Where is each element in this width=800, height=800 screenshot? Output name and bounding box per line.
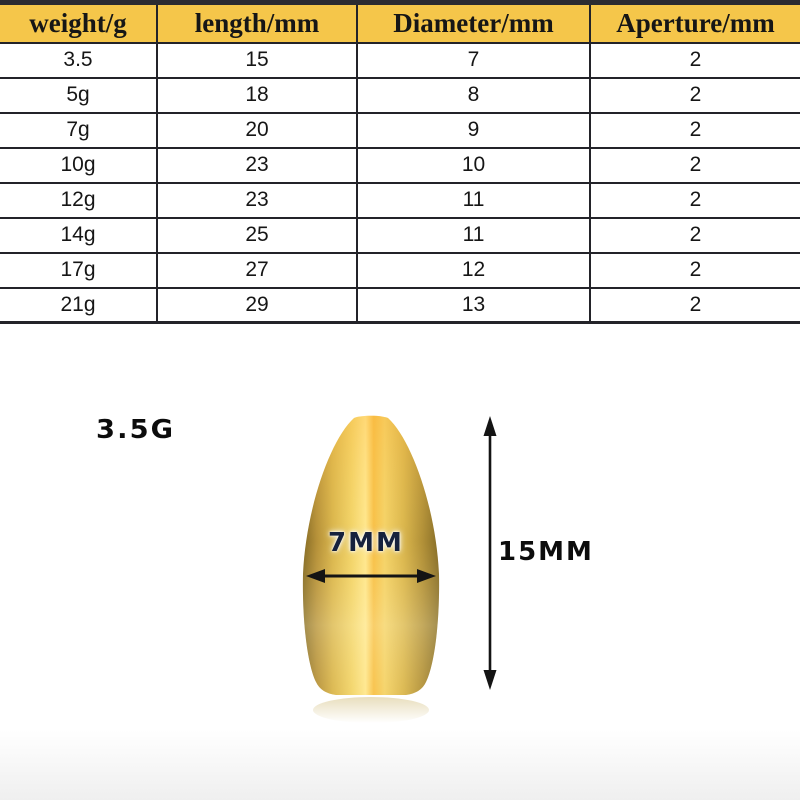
spec-table-header xyxy=(0,3,800,43)
table-row xyxy=(0,148,800,183)
header-diameter: Diameter/mm xyxy=(357,3,590,43)
cell-length: 20 xyxy=(157,113,357,148)
cell-aperture: 2 xyxy=(590,288,800,323)
cell-diameter: 13 xyxy=(357,288,590,323)
cell-length: 27 xyxy=(157,253,357,288)
header-row xyxy=(0,3,800,43)
cell-weight: 14g xyxy=(0,218,157,253)
cell-diameter: 11 xyxy=(357,218,590,253)
header-weight: weight/g xyxy=(0,3,157,43)
header-length: length/mm xyxy=(157,3,357,43)
cell-length: 25 xyxy=(157,218,357,253)
table-row xyxy=(0,253,800,288)
cell-aperture: 2 xyxy=(590,78,800,113)
figure-weight-label: 3.5G xyxy=(96,415,176,445)
spec-table xyxy=(0,0,800,324)
bullet-weight-image xyxy=(298,414,444,726)
cell-diameter: 10 xyxy=(357,148,590,183)
cell-weight: 3.5 xyxy=(0,43,157,78)
table-row xyxy=(0,288,800,323)
cell-weight: 7g xyxy=(0,113,157,148)
table-row xyxy=(0,183,800,218)
table-row xyxy=(0,218,800,253)
cell-weight: 17g xyxy=(0,253,157,288)
cell-weight: 21g xyxy=(0,288,157,323)
cell-aperture: 2 xyxy=(590,218,800,253)
cell-length: 15 xyxy=(157,43,357,78)
cell-aperture: 2 xyxy=(590,253,800,288)
cell-aperture: 2 xyxy=(590,113,800,148)
header-aperture: Aperture/mm xyxy=(590,3,800,43)
table-row xyxy=(0,78,800,113)
figure-diameter-label: 7MM xyxy=(328,528,404,558)
cell-weight: 10g xyxy=(0,148,157,183)
cell-diameter: 9 xyxy=(357,113,590,148)
figure-length-label: 15MM xyxy=(498,537,594,567)
bullet-reflection xyxy=(313,697,429,723)
cell-diameter: 8 xyxy=(357,78,590,113)
table-row xyxy=(0,43,800,78)
cell-length: 23 xyxy=(157,148,357,183)
cell-diameter: 7 xyxy=(357,43,590,78)
cell-length: 23 xyxy=(157,183,357,218)
cell-diameter: 11 xyxy=(357,183,590,218)
cell-length: 18 xyxy=(157,78,357,113)
table-row xyxy=(0,113,800,148)
cell-length: 29 xyxy=(157,288,357,323)
cell-aperture: 2 xyxy=(590,148,800,183)
spec-table-body xyxy=(0,43,800,323)
cell-diameter: 12 xyxy=(357,253,590,288)
cell-weight: 5g xyxy=(0,78,157,113)
cell-weight: 12g xyxy=(0,183,157,218)
cell-aperture: 2 xyxy=(590,43,800,78)
cell-aperture: 2 xyxy=(590,183,800,218)
